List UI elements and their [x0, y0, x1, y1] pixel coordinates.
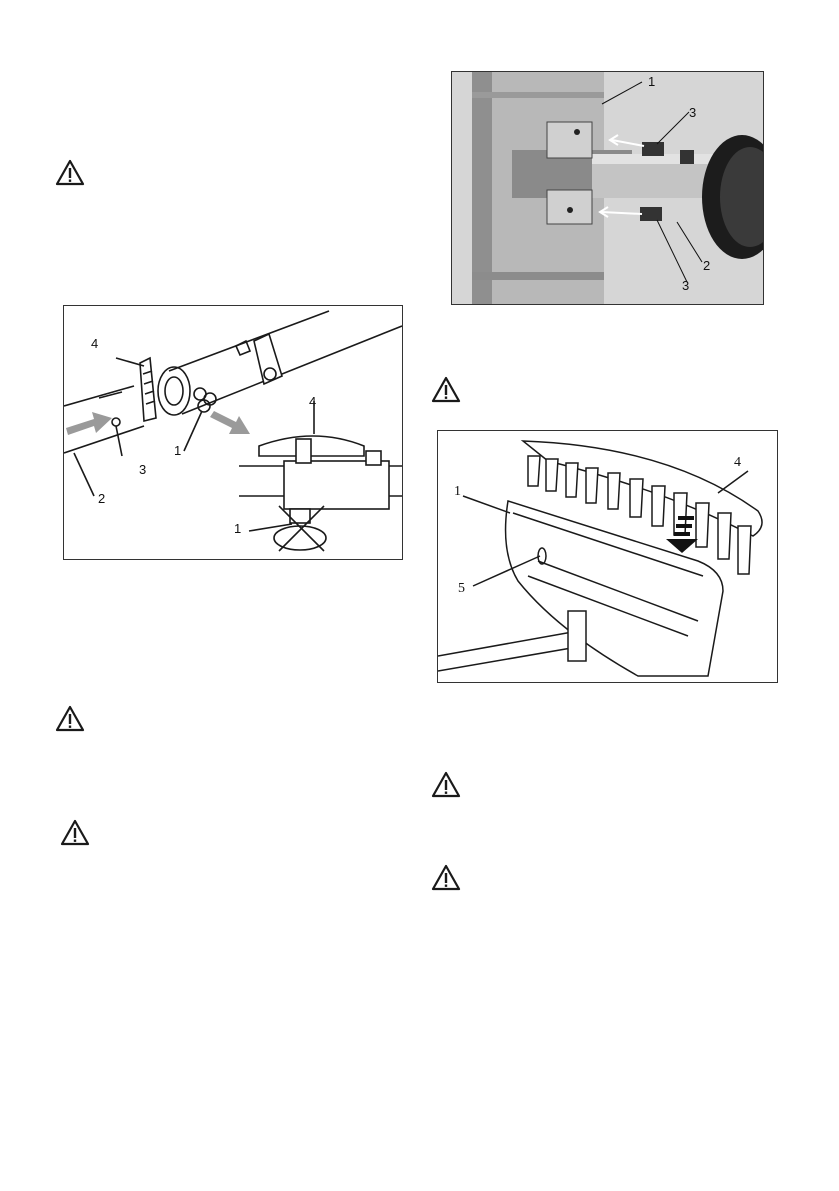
- blade-cover-illustration: [438, 431, 777, 682]
- callout-1: 1: [174, 443, 182, 458]
- inset-callout-4: 4: [309, 394, 317, 409]
- inset-callout-1: 1: [234, 521, 242, 536]
- wall-mount-figure: [451, 71, 764, 305]
- callout-4: 4: [91, 336, 99, 351]
- warning-triangle-icon: [60, 819, 90, 846]
- warning-triangle-icon: [431, 771, 461, 798]
- warning-triangle-icon: [431, 376, 461, 403]
- tube-joint-illustration: [64, 306, 402, 559]
- callout-3-top: 3: [689, 105, 697, 120]
- warning-triangle-icon: [55, 159, 85, 186]
- warning-triangle-icon: [431, 864, 461, 891]
- wall-mount-photo: [452, 72, 763, 304]
- tube-joint-figure: [63, 305, 403, 560]
- callout-5: 5: [458, 581, 465, 596]
- callout-1: 1: [648, 74, 656, 89]
- callout-2: 2: [98, 491, 106, 506]
- callout-3: 3: [139, 462, 147, 477]
- callout-1: 1: [454, 484, 461, 499]
- blade-cover-figure: [437, 430, 778, 683]
- callout-3-bottom: 3: [682, 278, 690, 293]
- callout-2: 2: [703, 258, 711, 273]
- callout-4: 4: [734, 455, 741, 470]
- warning-triangle-icon: [55, 705, 85, 732]
